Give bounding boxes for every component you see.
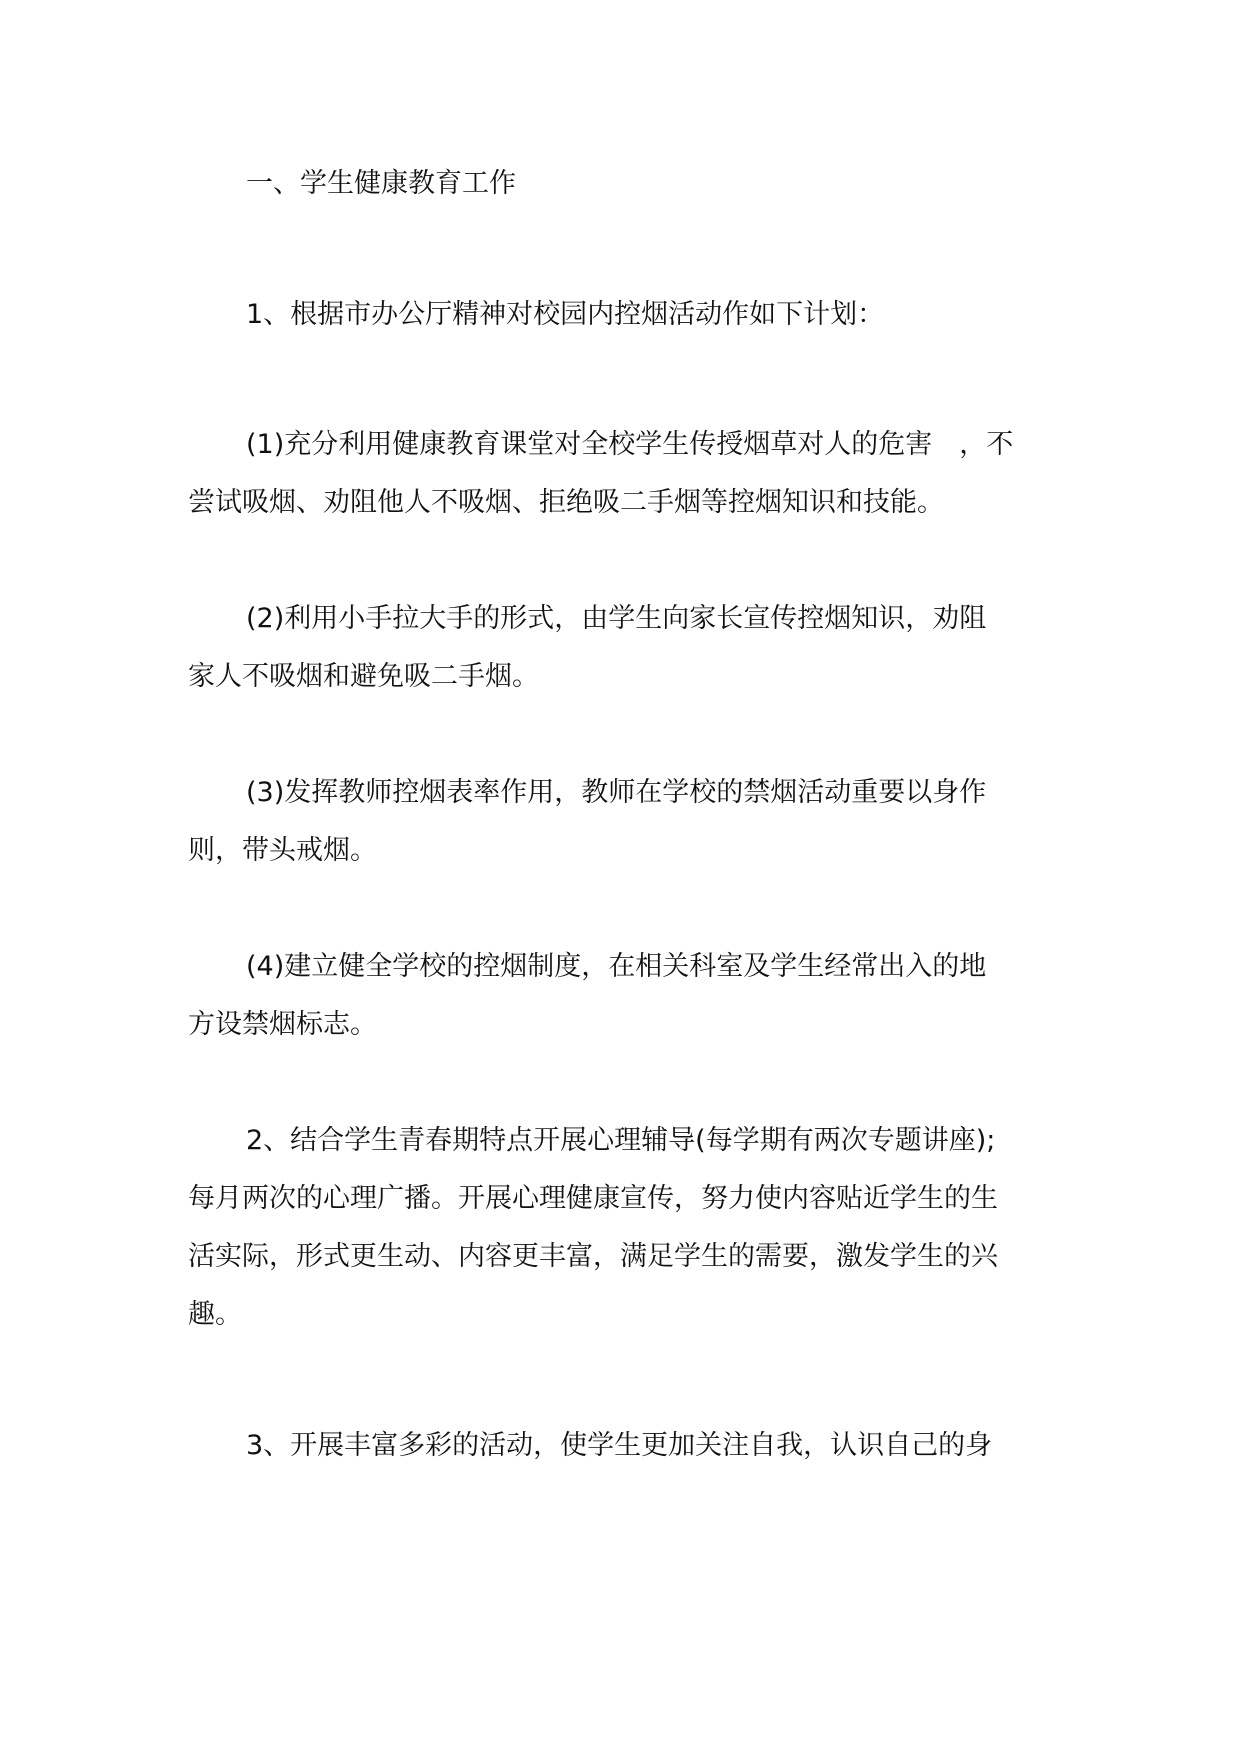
paragraph-line: 趣。 bbox=[188, 1299, 242, 1330]
paragraph-line: 3、开展丰富多彩的活动，使学生更加关注自我，认识自己的身 bbox=[246, 1430, 993, 1461]
paragraph-line: 活实际，形式更生动、内容更丰富，满足学生的需要，激发学生的兴 bbox=[188, 1241, 998, 1272]
paragraph-line: 方设禁烟标志。 bbox=[188, 1009, 377, 1040]
paragraph-line: 每月两次的心理广播。开展心理健康宣传，努力使内容贴近学生的生 bbox=[188, 1183, 998, 1214]
paragraph-line: 尝试吸烟、劝阻他人不吸烟、拒绝吸二手烟等控烟知识和技能。 bbox=[188, 487, 944, 518]
paragraph-line: (4)建立健全学校的控烟制度，在相关科室及学生经常出入的地 bbox=[246, 951, 987, 982]
section-heading: 一、学生健康教育工作 bbox=[246, 168, 516, 199]
paragraph-line: (2)利用小手拉大手的形式，由学生向家长宣传控烟知识，劝阻 bbox=[246, 603, 987, 634]
paragraph-line: 1、根据市办公厅精神对校园内控烟活动作如下计划： bbox=[246, 299, 885, 330]
paragraph-line: (3)发挥教师控烟表率作用，教师在学校的禁烟活动重要以身作 bbox=[246, 777, 987, 808]
paragraph-line: 2、结合学生青春期特点开展心理辅导(每学期有两次专题讲座); bbox=[246, 1125, 996, 1156]
paragraph-line: 家人不吸烟和避免吸二手烟。 bbox=[188, 661, 539, 692]
paragraph-line: 则，带头戒烟。 bbox=[188, 835, 377, 866]
paragraph-line: (1)充分利用健康教育课堂对全校学生传授烟草对人的危害 ，不 bbox=[246, 429, 1014, 460]
